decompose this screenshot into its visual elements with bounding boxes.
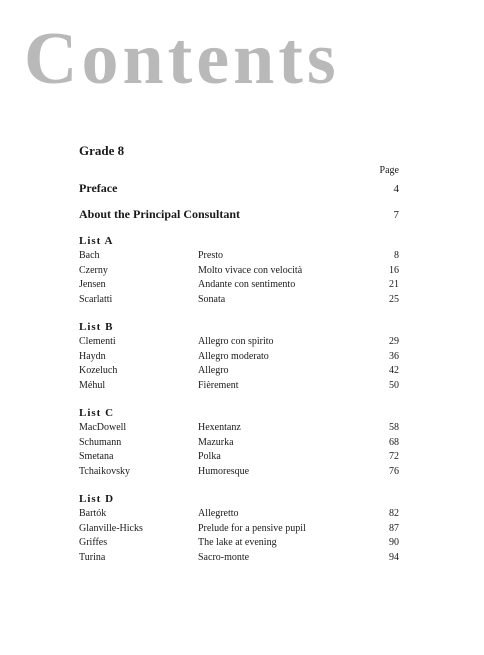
piece-row [79,466,399,481]
about-consultant-entry [79,207,399,222]
piece-title: The lake at evening [198,537,277,548]
piece-page: 76 [389,465,399,477]
piece-page: 36 [389,350,399,362]
piece-row [79,279,399,294]
piece-page: 21 [389,279,399,290]
composer-name: Schumann [79,436,122,448]
composer-name: Jensen [79,279,106,290]
piece-row [79,508,399,523]
composer-name: Méhul [79,379,106,391]
contents-body [79,143,399,566]
piece-row [79,265,399,280]
piece-title: Allegro [198,365,229,376]
composer-name: Kozeluch [79,365,118,376]
list-title: List A [79,235,114,247]
page-column-header: Page [379,165,399,176]
piece-page: 16 [389,264,399,276]
piece-title: Hexentanz [198,422,241,433]
composer-name: Griffes [79,537,108,548]
composer-name: Haydn [79,350,106,362]
composer-name: Clementi [79,336,116,347]
piece-page: 87 [389,522,399,534]
piece-lists [79,235,399,566]
about-consultant-label: About the Principal Consultant [79,207,241,221]
grade-heading: Grade 8 [79,143,125,158]
piece-row [79,380,399,395]
piece-page: 42 [389,365,399,376]
composer-name: Glanville-Hicks [79,522,143,534]
preface-label: Preface [79,181,118,195]
piece-title: Polka [198,451,221,462]
preface-entry [79,181,399,196]
list-block [79,321,399,394]
piece-row [79,437,399,452]
piece-row [79,294,399,309]
piece-title: Allegretto [198,508,239,519]
piece-page: 68 [389,436,399,448]
piece-page: 58 [389,422,399,433]
piece-title: Presto [198,250,223,261]
composer-name: Bach [79,250,100,261]
list-title: List C [79,407,115,419]
piece-page: 90 [389,537,399,548]
piece-row [79,336,399,351]
composer-name: Smetana [79,451,114,462]
piece-row [79,351,399,366]
composer-name: Tchaikovsky [79,465,130,477]
composer-name: Bartók [79,508,107,519]
page-title: Contents [24,18,340,100]
piece-page: 25 [389,293,399,305]
piece-title: Sacro-monte [198,551,250,563]
composer-name: Turina [79,551,106,563]
about-consultant-page: 7 [393,209,399,221]
piece-row [79,451,399,466]
piece-title: Humoresque [198,465,250,477]
composer-name: MacDowell [79,422,127,433]
composer-name: Scarlatti [79,293,113,305]
piece-page: 94 [389,551,399,563]
piece-page: 82 [389,508,399,519]
piece-title: Allegro con spirito [198,336,274,347]
composer-name: Czerny [79,264,108,276]
piece-title: Fièrement [198,379,239,391]
piece-page: 8 [394,250,399,261]
piece-page: 72 [389,451,399,462]
piece-title: Allegro moderato [198,350,269,362]
preface-page: 4 [393,183,399,195]
list-block [79,235,399,308]
piece-title: Molto vivace con velocità [198,264,303,276]
list-block [79,493,399,566]
piece-row [79,422,399,437]
piece-title: Mazurka [198,436,234,448]
piece-page: 50 [389,379,399,391]
piece-row [79,537,399,552]
list-title: List B [79,321,114,333]
piece-title: Sonata [198,293,226,305]
piece-row [79,250,399,265]
piece-row [79,365,399,380]
piece-row [79,523,399,538]
piece-title: Andante con sentimento [198,279,296,290]
list-title: List D [79,493,115,505]
list-block [79,407,399,480]
piece-row [79,552,399,567]
piece-title: Prelude for a pensive pupil [198,522,306,534]
piece-page: 29 [389,336,399,347]
